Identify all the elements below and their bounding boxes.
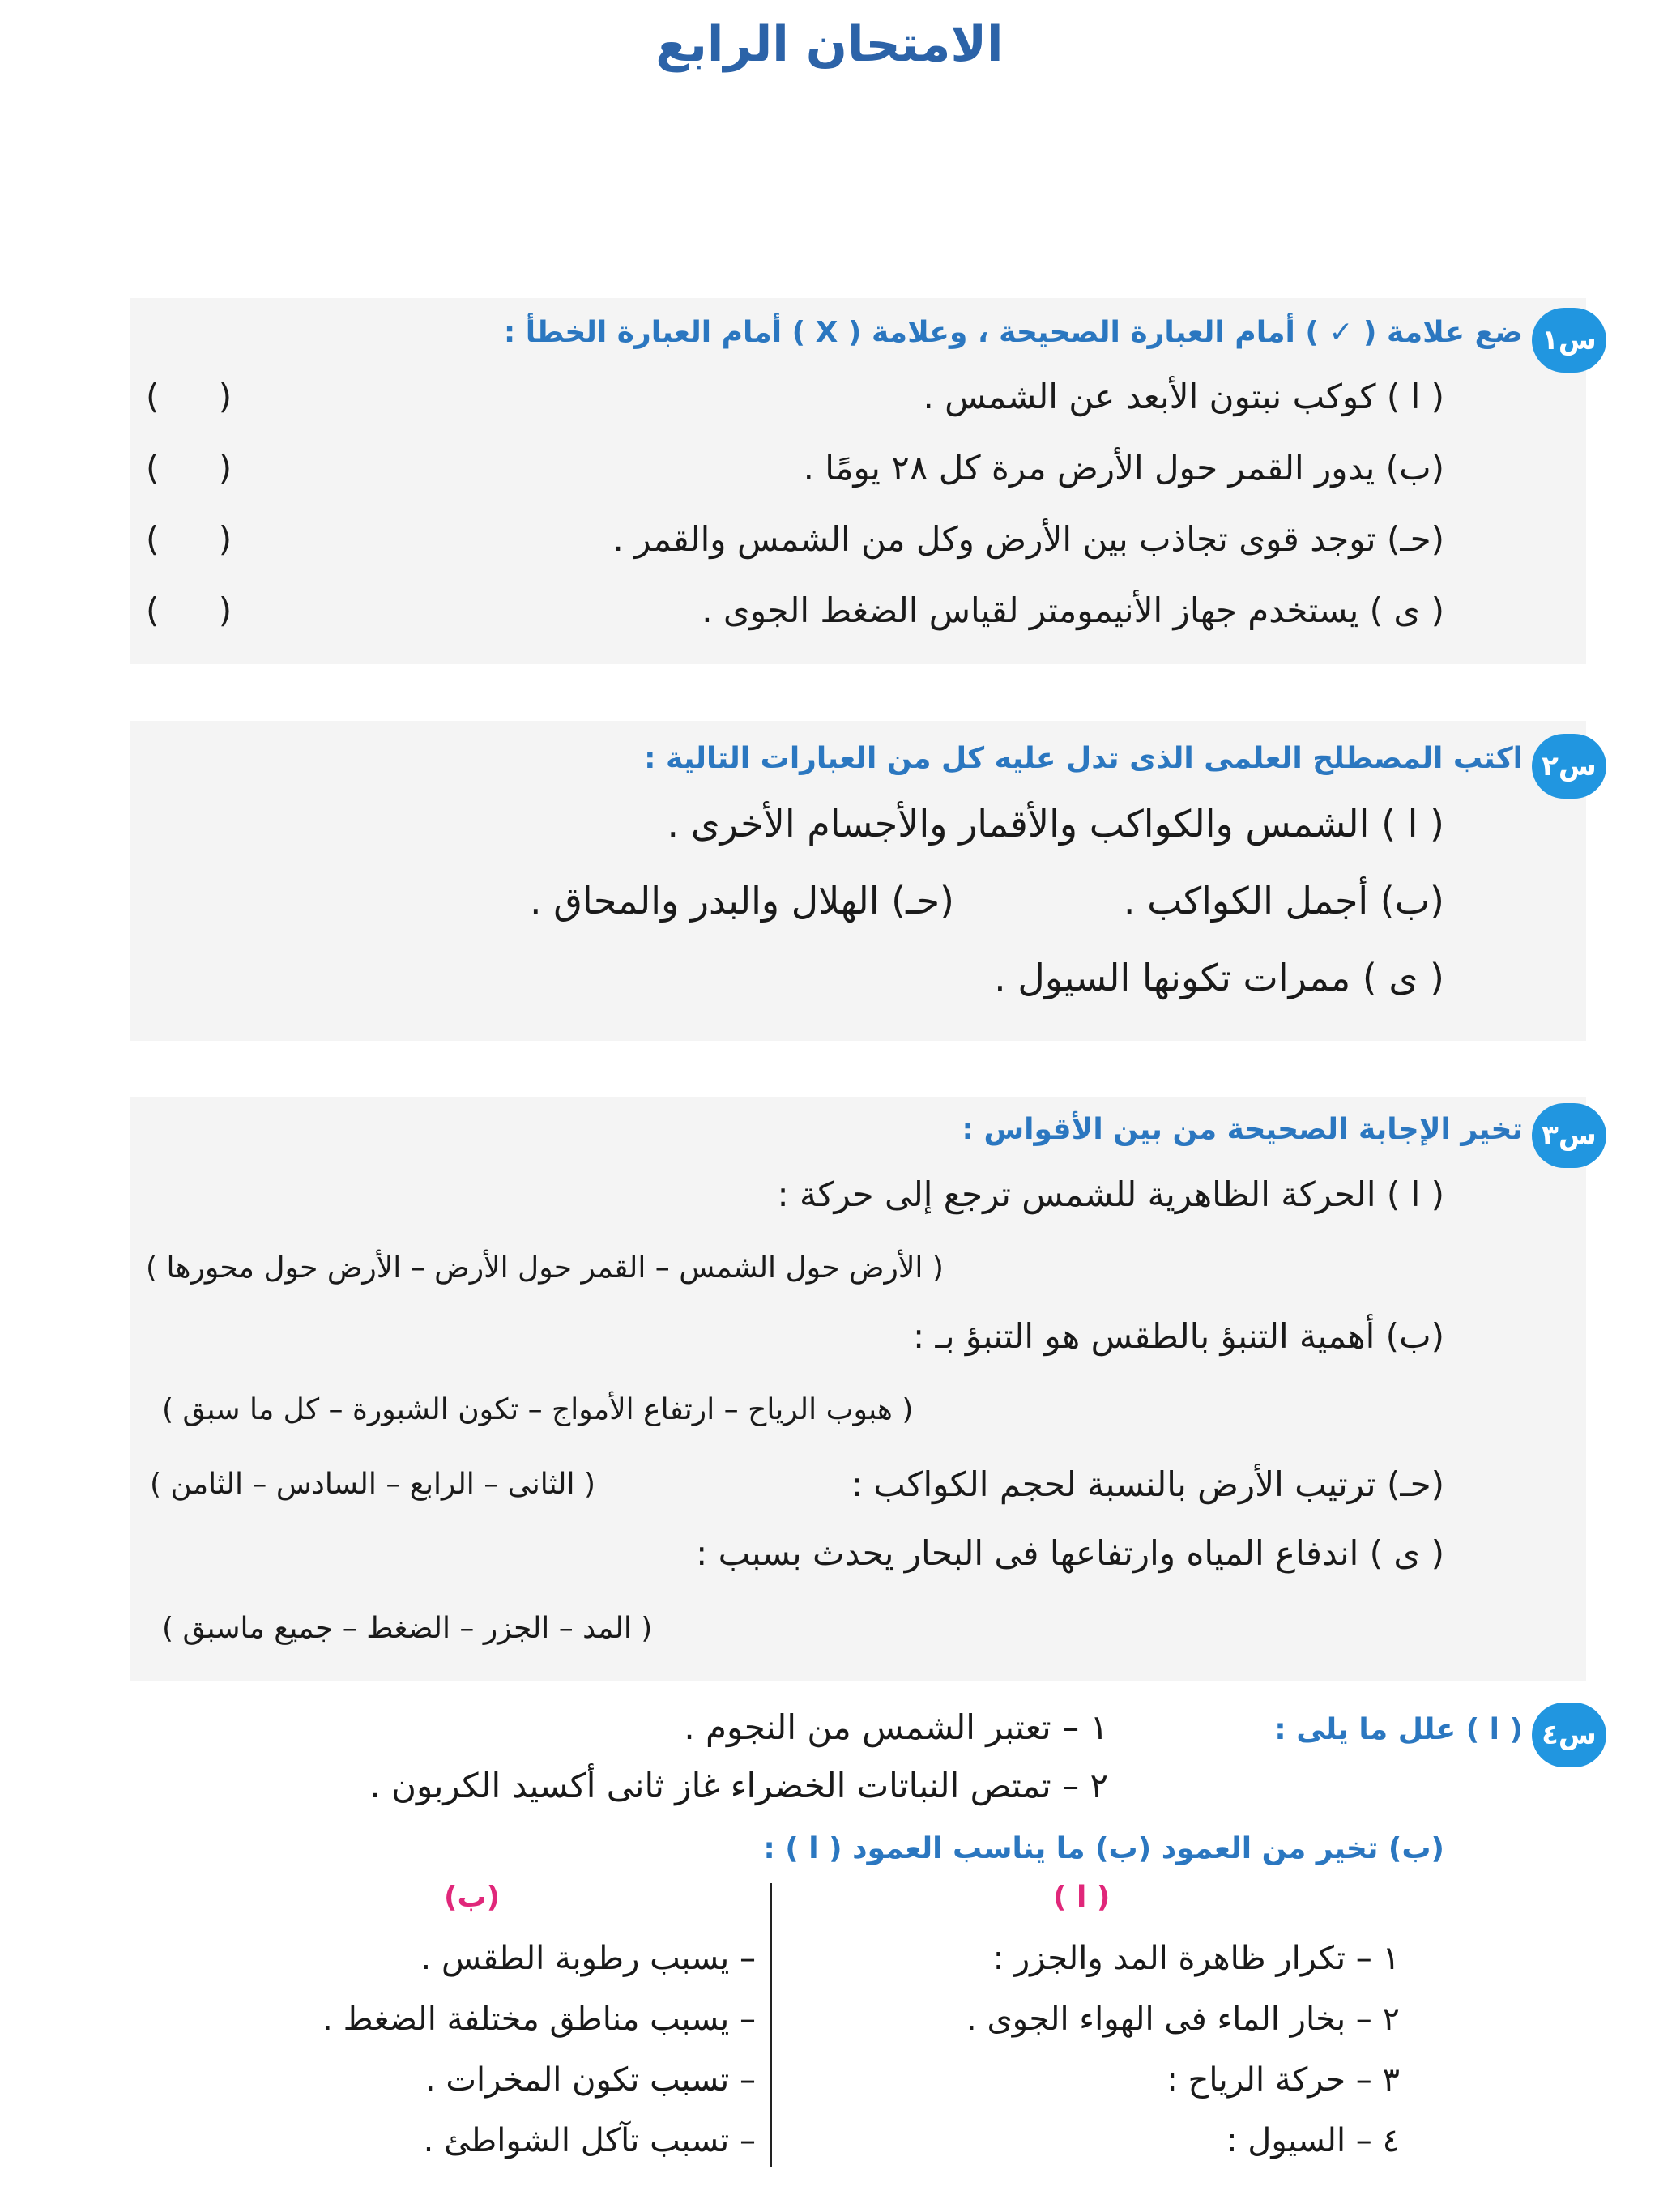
- question-3-badge: س٣: [1532, 1103, 1606, 1168]
- q1-statement-c: (حـ) توجد قوى تجاذب بين الأرض وكل من الشمس والقمر .: [612, 519, 1444, 559]
- q3-item-c-stem: (حـ) ترتيب الأرض بالنسبة لحجم الكواكب :: [851, 1464, 1444, 1504]
- column-b-item-4: – تسبب تآكل الشواطئ .: [423, 2122, 756, 2159]
- column-a-item-1: ١ – تكرار ظاهرة المد والجزر :: [992, 1940, 1400, 1977]
- q3-item-a-stem: ( ا ) الحركة الظاهرية للشمس ترجع إلى حركة :: [777, 1174, 1444, 1214]
- column-divider: [770, 1883, 772, 2167]
- question-1-heading: ضع علامة ( ✓ ) أمام العبارة الصحيحة ، وعلامة ( X ) أمام العبارة الخطأ :: [503, 316, 1523, 349]
- q1-answer-box-d[interactable]: ( ): [146, 590, 232, 630]
- q3-item-d-stem: ( ى ) اندفاع المياه وارتفاعها فى البحار يحدث بسبب :: [696, 1533, 1444, 1573]
- question-1-badge: س١: [1532, 308, 1606, 373]
- column-b-item-3: – تسبب تكون المخرات .: [424, 2061, 756, 2099]
- column-b-item-2: – يسبب مناطق مختلفة الضغط .: [322, 2001, 756, 2038]
- q1-answer-box-b[interactable]: ( ): [146, 448, 232, 488]
- q2-item-d: ( ى ) ممرات تكونها السيول .: [994, 956, 1444, 999]
- question-4-badge: س٤: [1532, 1703, 1606, 1767]
- q1-statement-a: ( ا ) كوكب نبتون الأبعد عن الشمس .: [923, 377, 1444, 416]
- q1-statement-b: (ب) يدور القمر حول الأرض مرة كل ٢٨ يومًا .: [803, 448, 1444, 488]
- q3-item-d-options: ( المد – الجزر – الضغط – جميع ماسبق ): [162, 1612, 653, 1645]
- q1-statement-d: ( ى ) يستخدم جهاز الأنيمومتر لقياس الضغط الجوى .: [702, 590, 1444, 630]
- page-title: الامتحان الرابع: [655, 16, 1004, 73]
- q4-part-a-item-1: ١ – تعتبر الشمس من النجوم .: [684, 1707, 1108, 1747]
- q4-part-a-label: ( ا ) علل ما يلى :: [1274, 1713, 1523, 1746]
- q4-part-b-heading: (ب) تخير من العمود (ب) ما يناسب العمود ( ا ) :: [763, 1832, 1444, 1865]
- q3-item-b-stem: (ب) أهمية التنبؤ بالطقس هو التنبؤ بـ :: [913, 1316, 1444, 1356]
- q1-answer-box-c[interactable]: ( ): [146, 519, 232, 559]
- column-b-header: (ب): [444, 1881, 501, 1914]
- q1-answer-box-a[interactable]: ( ): [146, 377, 232, 416]
- column-a-item-3: ٣ – حركة الرياح :: [1166, 2061, 1400, 2099]
- question-3-heading: تخير الإجابة الصحيحة من بين الأقواس :: [962, 1113, 1523, 1146]
- q2-item-c: (حـ) الهلال والبدر والمحاق .: [529, 879, 954, 923]
- column-a-item-4: ٤ – السيول :: [1226, 2122, 1400, 2159]
- q4-part-a-item-2: ٢ – تمتص النباتات الخضراء غاز ثانى أكسيد الكربون .: [369, 1766, 1108, 1805]
- column-a-header: ( ا ): [1053, 1881, 1111, 1914]
- question-2-badge: س٢: [1532, 734, 1606, 799]
- q3-item-c-options: ( الثانى – الرابع – السادس – الثامن ): [150, 1468, 596, 1501]
- q2-item-a: ( ا ) الشمس والكواكب والأقمار والأجسام الأخرى .: [667, 802, 1444, 846]
- question-2-heading: اكتب المصطلح العلمى الذى تدل عليه كل من العبارات التالية :: [644, 742, 1523, 775]
- column-a-item-2: ٢ – بخار الماء فى الهواء الجوى .: [966, 2001, 1400, 2038]
- q2-item-b: (ب) أجمل الكواكب .: [1123, 879, 1444, 923]
- q3-item-b-options: ( هبوب الرياح – ارتفاع الأمواج – تكون الشبورة – كل ما سبق ): [162, 1393, 914, 1426]
- q3-item-a-options: ( الأرض حول الشمس – القمر حول الأرض – الأرض حول محورها ): [146, 1251, 944, 1285]
- column-b-item-1: – يسبب رطوبة الطقس .: [420, 1940, 756, 1977]
